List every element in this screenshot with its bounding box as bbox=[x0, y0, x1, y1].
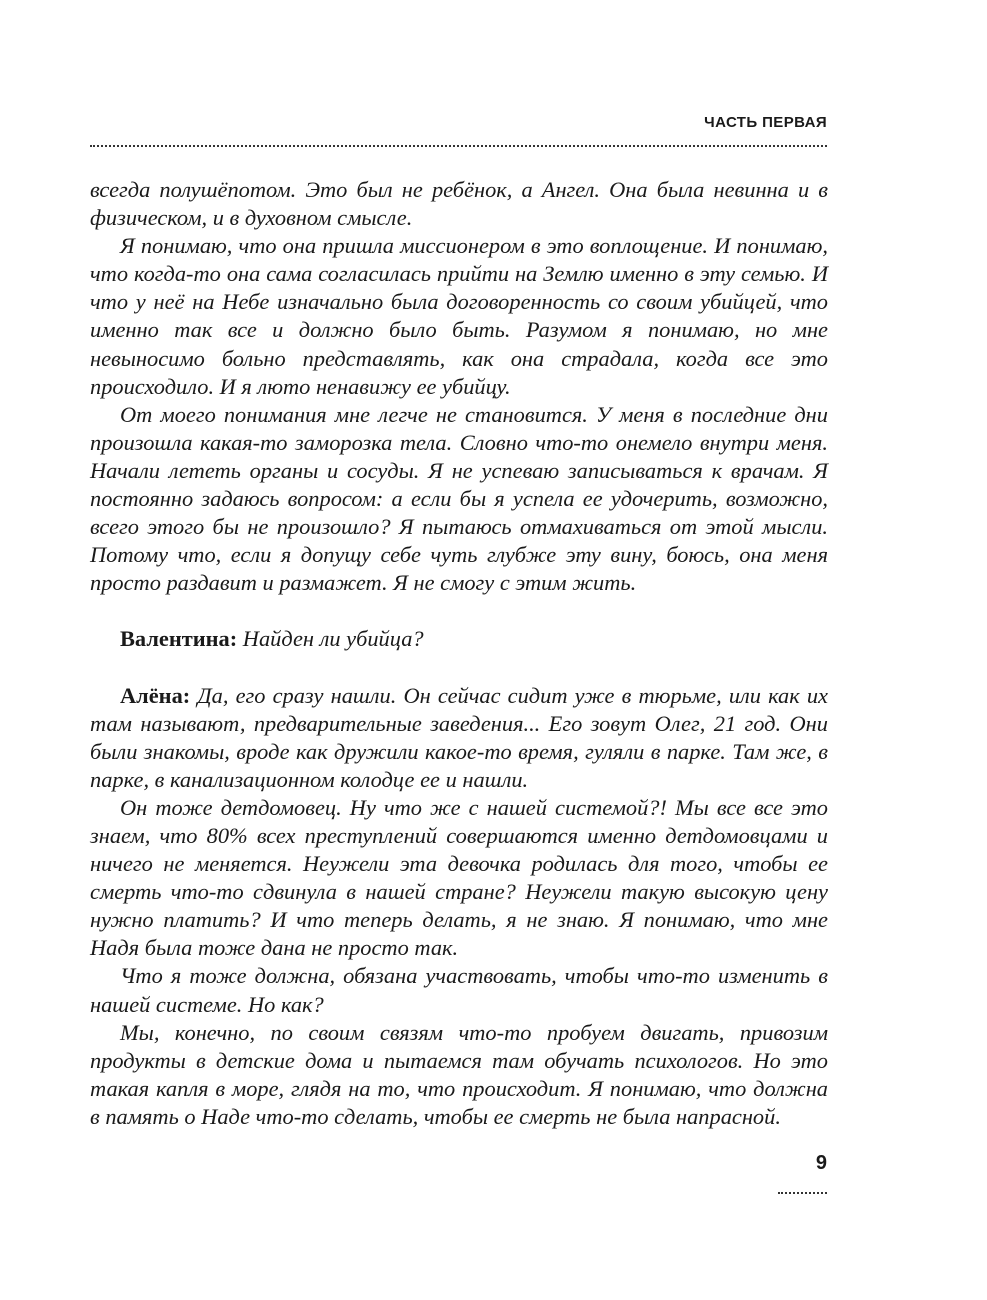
running-head: ЧАСТЬ ПЕРВАЯ bbox=[704, 114, 827, 131]
paragraph-3: От моего понимания мне легче не становится. У меня в последние дни произошла какая-то заморозка тела. Словно что-то онемело внутри меня. Начали лететь органы и сосуды. Я не успеваю записываться к врачам. Я постоянно задаюсь вопросом: а если бы я успела ее удочерить, возможно, всего этого бы не произошло? Я пытаюсь отмахиваться от этой мысли. Потому что, если я допущу себе чуть глубже эту вину, боюсь, она меня просто раздавит и размажет. Я не смогу с этим жить. bbox=[90, 401, 828, 596]
paragraph-5: Что я тоже должна, обязана участвовать, чтобы что-то изменить в нашей системе. Но как? bbox=[90, 963, 828, 1017]
paragraph-1: всегда полушёпотом. Это был не ребёнок, а Ангел. Она была невинна и в физическом, и в духовном смысле. bbox=[90, 177, 828, 231]
speaker-name-valentina: Валентина: bbox=[120, 626, 238, 652]
answer-paragraph bbox=[90, 682, 828, 794]
paragraph-2: Я понимаю, что она пришла миссионером в это воплощение. И понимаю, что когда-то она сама согласилась прийти на Землю именно в эту семью. И что у неё на Небе изначально была договоренность со своим убийцей, что именно так все и должно было быть. Разумом я понимаю, но мне невыносимо больно представлять, как она страдала, когда все это происходило. И я люто ненавижу ее убийцу. bbox=[90, 233, 828, 399]
question-paragraph bbox=[90, 625, 828, 653]
header-dotted-rule bbox=[90, 145, 827, 147]
page-number: 9 bbox=[815, 1152, 827, 1174]
question-text: Найден ли убийца? bbox=[237, 626, 424, 652]
paragraph-6: Мы, конечно, по своим связям что-то пробуем двигать, привозим продукты в детские дома и пытаемся там обучать психологов. Но это такая капля в море, глядя на то, что происходит. Я понимаю, что должна в память о Наде что-то сделать, чтобы ее смерть не была напрасной. bbox=[90, 1019, 828, 1129]
answer-text: Да, его сразу нашли. Он сейчас сидит уже в тюрьме, или как их там называют, предварительные заведения... Его зовут Олег, 21 год. Они были знакомы, вроде как дружили какое-то время, гуляли в парке. Там же, в парке, в канализационном колодце ее и нашли. bbox=[90, 682, 828, 792]
page-body bbox=[90, 176, 828, 1131]
footer-dotted-rule bbox=[778, 1192, 827, 1194]
speaker-name-alena: Алёна: bbox=[120, 682, 191, 708]
paragraph-4: Он тоже детдомовец. Ну что же с нашей системой?! Мы все все это знаем, что 80% всех преступлений совершаются именно детдомовцами и ничего не меняется. Неужели эта девочка родилась для того, чтобы ее смерть что-то сдвинула в нашей стране? Неужели такую высокую цену нужно платить? И что теперь делать, я не знаю. Я понимаю, что мне Надя была тоже дана не просто так. bbox=[90, 794, 828, 961]
